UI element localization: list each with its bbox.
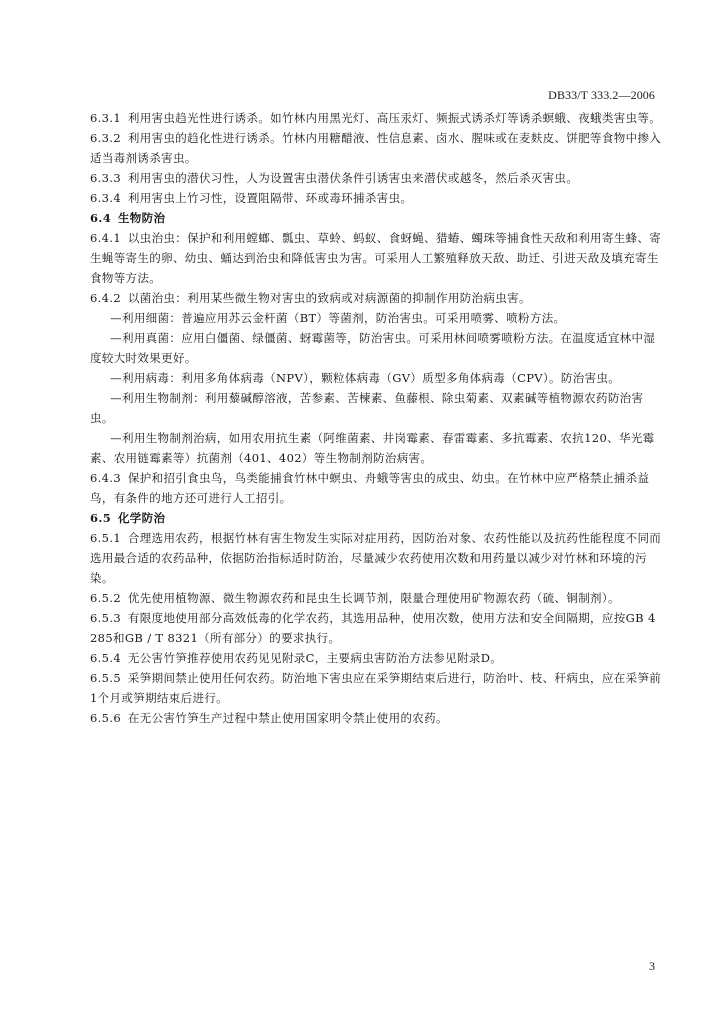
clause-text: 以菌治虫：利用某些微生物对害虫的致病或对病源菌的抑制作用防治病虫害。 [127, 291, 531, 305]
clause-6-5-5 [90, 668, 662, 708]
list-item-bacteria: —利用细菌：普遍应用苏云金杆菌（BT）等菌剂，防治害虫。可采用喷雾、喷粉方法。 [110, 311, 566, 325]
clause-6-3-4 [90, 188, 662, 208]
clause-number: 6.4.2 [90, 291, 122, 305]
clause-number: 6.5.5 [90, 671, 122, 685]
clause-number: 6.5.4 [90, 651, 122, 665]
list-item-virus: —利用病毒：利用多角体病毒（NPV），颗粒体病毒（GV）质型多角体病毒（CPV）。防治害虫。 [110, 371, 621, 385]
clause-6-3-2 [90, 128, 662, 168]
section-number: 6.5 [90, 511, 112, 525]
clause-6-4-1 [90, 228, 662, 288]
clause-6-4-3 [90, 468, 662, 508]
clause-6-3-1 [90, 108, 662, 128]
clause-text: 利用害虫上竹习性，设置阻隔带、环或毒环捕杀害虫。 [127, 191, 413, 205]
clause-6-4-2 [90, 288, 662, 308]
clause-text: 以虫治虫：保护和利用螳螂、瓢虫、草蛉、蚂蚁、食蚜蝇、猎蝽、蠋珠等捕食性天敌和利用寄生蜂、寄生蝇等寄生的卵、幼虫、蛹达到治虫和降低害虫为害。可采用人工繁殖释放天敌、助迁、引进天敌及填充寄生食物等方法。 [90, 231, 662, 285]
clause-number: 6.5.2 [90, 591, 122, 605]
clause-text: 合理选用农药，根据竹林有害生物发生实际对症用药，因防治对象、农药性能以及抗药性能程度不同而选用最合适的农药品种，依据防治指标适时防治，尽量减少农药使用次数和用药量以减少对竹林和环境的污染。 [90, 531, 662, 585]
clause-number: 6.3.1 [90, 111, 122, 125]
clause-text: 在无公害竹笋生产过程中禁止使用国家明令禁止使用的农药。 [127, 711, 448, 725]
section-title: 化学防治 [117, 511, 166, 525]
section-heading-6-4 [90, 208, 662, 228]
standard-number: DB33/T 333.2—2006 [548, 88, 655, 102]
clause-number: 6.4.3 [90, 471, 122, 485]
list-item-bio-disease: —利用生物制剂治病，如用农用抗生素（阿维菌素、井岗霉素、春雷霉素、多抗霉素、农抗120、华光霉素、农用链霉素等）抗菌剂（401、402）等生物制剂防治病害。 [90, 431, 655, 465]
clause-number: 6.3.3 [90, 171, 122, 185]
clause-text: 优先使用植物源、微生物源农药和昆虫生长调节剂，限量合理使用矿物源农药（硫、铜制剂）。 [127, 591, 620, 605]
clause-text: 利用害虫趋光性进行诱杀。如竹林内用黑光灯、高压汞灯、频振式诱杀灯等诱杀螟蛾、夜蛾类害虫等。 [127, 111, 662, 125]
document-body [90, 108, 662, 728]
clause-number: 6.3.2 [90, 131, 122, 145]
clause-6-5-6 [90, 708, 662, 728]
list-item-fungi: —利用真菌：应用白僵菌、绿僵菌、蚜霉菌等，防治害虫。可采用林间喷雾喷粉方法。在温度适宜林中湿度较大时效果更好。 [90, 331, 656, 365]
clause-6-5-4 [90, 648, 662, 668]
list-item-bio-agents: —利用生物制剂：利用藜碱醇溶液，苦参素、苦楝素、鱼藤根、除虫菊素、双素碱等植物源农药防治害虫。 [90, 391, 644, 425]
clause-number: 6.3.4 [90, 191, 122, 205]
clause-6-5-2 [90, 588, 662, 608]
section-title: 生物防治 [117, 211, 166, 225]
clause-number: 6.5.6 [90, 711, 122, 725]
page-number: 3 [649, 959, 655, 973]
clause-6-5-1 [90, 528, 662, 588]
clause-6-5-3 [90, 608, 662, 648]
clause-text: 无公害竹笋推荐使用农药见见附录C，主要病虫害防治方法参见附录D。 [127, 651, 503, 665]
clause-text: 有限度地使用部分高效低毒的化学农药，其选用品种，使用次数，使用方法和安全间隔期，应按GB 4285和GB / T 8321（所有部分）的要求执行。 [90, 611, 656, 645]
clause-text: 利用害虫的趋化性进行诱杀。竹林内用糖醋液、性信息素、卤水、腥味或在麦麸皮、饼肥等食物中掺入适当毒剂诱杀害虫。 [90, 131, 662, 165]
clause-number: 6.5.3 [90, 611, 122, 625]
clause-number: 6.5.1 [90, 531, 122, 545]
clause-6-3-3 [90, 168, 662, 188]
clause-text: 采笋期间禁止使用任何农药。防治地下害虫应在采笋期结束后进行，防治叶、枝、秆病虫，应在采笋前1个月或笋期结束后进行。 [90, 671, 662, 705]
section-heading-6-5 [90, 508, 662, 528]
clause-text: 利用害虫的潜伏习性，人为设置害虫潜伏条件引诱害虫来潜伏或越冬，然后杀灭害虫。 [127, 171, 579, 185]
clause-text: 保护和招引食虫鸟，鸟类能捕食竹林中螟虫、舟蛾等害虫的成虫、幼虫。在竹林中应严格禁止捕杀益鸟，有条件的地方还可进行人工招引。 [90, 471, 650, 505]
section-number: 6.4 [90, 211, 112, 225]
clause-number: 6.4.1 [90, 231, 122, 245]
